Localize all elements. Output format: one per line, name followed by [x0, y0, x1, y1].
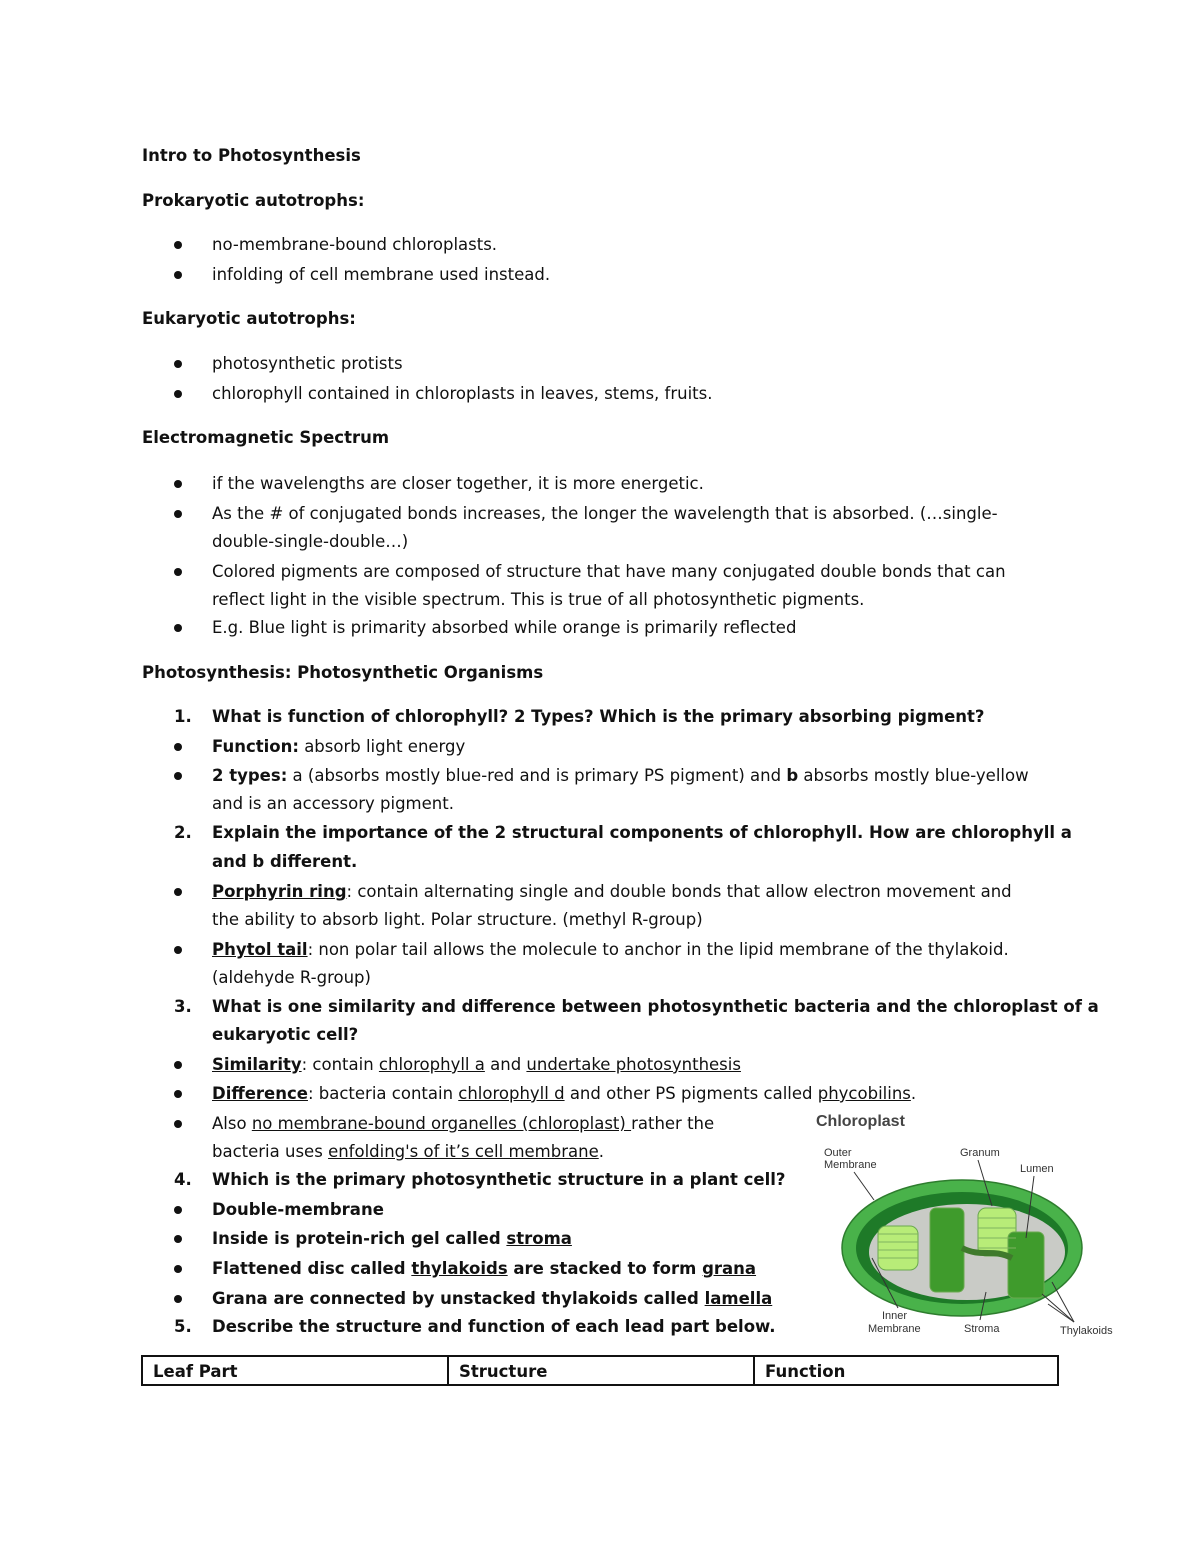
organisms-heading: Photosynthesis: Photosynthetic Organisms [142, 663, 544, 682]
question-4: Which is the primary photosynthetic structure in a plant cell? [212, 1170, 786, 1189]
granum [878, 1226, 918, 1270]
similarity-term: chlorophyll a [378, 1055, 485, 1074]
bullet [174, 1206, 182, 1214]
phytol-text: : non polar tail allows the molecule to anchor in the lipid membrane of the thylakoid. [307, 940, 1009, 959]
page-title: Intro to Photosynthesis [142, 146, 361, 165]
bullet [174, 743, 182, 751]
thylakoid-text: Flattened disc called [212, 1259, 412, 1278]
question-number: 4. [174, 1170, 192, 1189]
similarity-label: Similarity [212, 1055, 302, 1074]
label-outer-membrane-line1: Outer [824, 1147, 852, 1159]
types-text-b: absorbs mostly blue-yellow [798, 766, 1029, 785]
list-item: photosynthetic protists [212, 354, 403, 373]
also-item [212, 1114, 714, 1134]
eukaryotic-heading: Eukaryotic autotrophs: [142, 309, 356, 328]
difference-item [212, 1084, 916, 1104]
difference-term: chlorophyll d [458, 1084, 565, 1103]
list-item: infolding of cell membrane used instead. [212, 265, 551, 284]
lamella-term: lamella [704, 1289, 773, 1308]
bullet [174, 510, 182, 518]
figure-title: Chloroplast [816, 1113, 905, 1130]
question-5: Describe the structure and function of each lead part below. [212, 1317, 776, 1336]
also-continuation [212, 1142, 604, 1162]
label-inner-membrane-line1: Inner [882, 1310, 908, 1322]
also-term: enfolding's of it’s cell membrane [328, 1142, 599, 1161]
types-continuation: and is an accessory pigment. [212, 794, 454, 813]
label-granum: Granum [960, 1147, 1000, 1159]
difference-label: Difference [212, 1084, 308, 1103]
list-item: no-membrane-bound chloroplasts. [212, 235, 498, 254]
difference-term: phycobilins [817, 1084, 911, 1103]
stroma-text: Inside is protein-rich gel called [212, 1229, 507, 1248]
list-item: E.g. Blue light is primarity absorbed while orange is primarily reflected [212, 618, 797, 637]
question-number: 2. [174, 823, 192, 842]
question-3: What is one similarity and difference between photosynthetic bacteria and the chloroplast of a [212, 997, 1099, 1016]
types-label: 2 types: [212, 766, 288, 785]
bullet [174, 1265, 182, 1273]
thylakoid-text: are stacked to form [507, 1259, 703, 1278]
similarity-text: : contain [301, 1055, 379, 1074]
list-item: As the # of conjugated bonds increases, the longer the wavelength that is absorbed. (…single- [212, 504, 998, 523]
thylakoid-item [212, 1259, 756, 1279]
also-text: rather the [631, 1114, 715, 1133]
also-text: Also [212, 1114, 252, 1133]
question-number: 1. [174, 707, 192, 726]
difference-text: . [910, 1084, 917, 1103]
grana-term: grana [702, 1259, 757, 1278]
stroma-item [212, 1229, 572, 1249]
label-stroma: Stroma [964, 1323, 1000, 1335]
bullet [174, 1061, 182, 1069]
also-text: bacteria uses [212, 1142, 329, 1161]
types-text: a (absorbs mostly blue-red and is primary PS pigment) and [287, 766, 787, 785]
similarity-term: undertake photosynthesis [526, 1055, 741, 1074]
also-term: no membrane-bound organelles (chloroplast) [251, 1114, 632, 1133]
difference-text: and other PS pigments called [564, 1084, 818, 1103]
question-1: What is function of chlorophyll? 2 Types? Which is the primary absorbing pigment? [212, 707, 985, 726]
lamella-item [212, 1289, 772, 1309]
phytol-item [212, 940, 1009, 960]
label-thylakoids: Thylakoids [1060, 1325, 1113, 1337]
similarity-text: and [484, 1055, 527, 1074]
bullet [174, 241, 182, 249]
table-header-cell: Structure [448, 1356, 754, 1385]
list-item-continuation: reflect light in the visible spectrum. This is true of all photosynthetic pigments. [212, 590, 865, 609]
bullet [174, 480, 182, 488]
leader-line [1052, 1282, 1074, 1322]
function-item [212, 737, 465, 757]
porphyrin-text: : contain alternating single and double bonds that allow electron movement and [346, 882, 1012, 901]
similarity-item [212, 1055, 741, 1075]
double-membrane-item: Double-membrane [212, 1200, 384, 1219]
bullet [174, 271, 182, 279]
list-item-continuation: double-single-double…) [212, 532, 409, 551]
question-2-continuation: and b different. [212, 852, 358, 871]
types-b: b [786, 766, 799, 785]
porphyrin-item [212, 882, 1012, 902]
bullet [174, 568, 182, 576]
list-item: Colored pigments are composed of structure that have many conjugated double bonds that can [212, 562, 1006, 581]
list-item: if the wavelengths are closer together, it is more energetic. [212, 474, 704, 493]
chloroplast-diagram [812, 1108, 1122, 1343]
stroma-term: stroma [506, 1229, 572, 1248]
spectrum-heading: Electromagnetic Spectrum [142, 428, 390, 447]
function-label: Function: [212, 737, 299, 756]
prokaryotic-heading: Prokaryotic autotrophs: [142, 191, 365, 210]
bullet [174, 360, 182, 368]
bullet [174, 1235, 182, 1243]
phytol-label: Phytol tail [212, 940, 308, 959]
lamella-text: Grana are connected by unstacked thylakoids called [212, 1289, 705, 1308]
leader-line [1042, 1294, 1074, 1322]
bullet [174, 772, 182, 780]
bullet [174, 1295, 182, 1303]
label-lumen: Lumen [1020, 1163, 1054, 1175]
table-header-row [142, 1356, 1058, 1385]
function-text: absorb light energy [298, 737, 466, 756]
list-item: chlorophyll contained in chloroplasts in leaves, stems, fruits. [212, 384, 713, 403]
granum [1008, 1232, 1044, 1298]
table-header-cell: Leaf Part [142, 1356, 448, 1385]
leader-line [1048, 1304, 1074, 1322]
question-number: 3. [174, 997, 192, 1016]
leader-line [854, 1172, 874, 1200]
granum [930, 1208, 964, 1292]
label-inner-membrane-line2: Membrane [868, 1323, 921, 1335]
thylakoid-term: thylakoids [411, 1259, 508, 1278]
leaf-parts-table [141, 1355, 1059, 1386]
porphyrin-continuation: the ability to absorb light. Polar structure. (methyl R-group) [212, 910, 703, 929]
porphyrin-label: Porphyrin ring [212, 882, 347, 901]
question-2: Explain the importance of the 2 structural components of chlorophyll. How are chlorophyll a [212, 823, 1072, 842]
label-outer-membrane-line2: Membrane [824, 1159, 877, 1171]
chloroplast-figure [812, 1108, 1122, 1343]
table-header-cell: Function [754, 1356, 1058, 1385]
phytol-continuation: (aldehyde R-group) [212, 968, 371, 987]
bullet [174, 1120, 182, 1128]
difference-text: : bacteria contain [307, 1084, 459, 1103]
bullet [174, 946, 182, 954]
bullet [174, 390, 182, 398]
also-text: . [598, 1142, 604, 1161]
bullet [174, 888, 182, 896]
bullet [174, 624, 182, 632]
question-number: 5. [174, 1317, 192, 1336]
bullet [174, 1090, 182, 1098]
types-item [212, 766, 1029, 786]
question-3-continuation: eukaryotic cell? [212, 1025, 359, 1044]
